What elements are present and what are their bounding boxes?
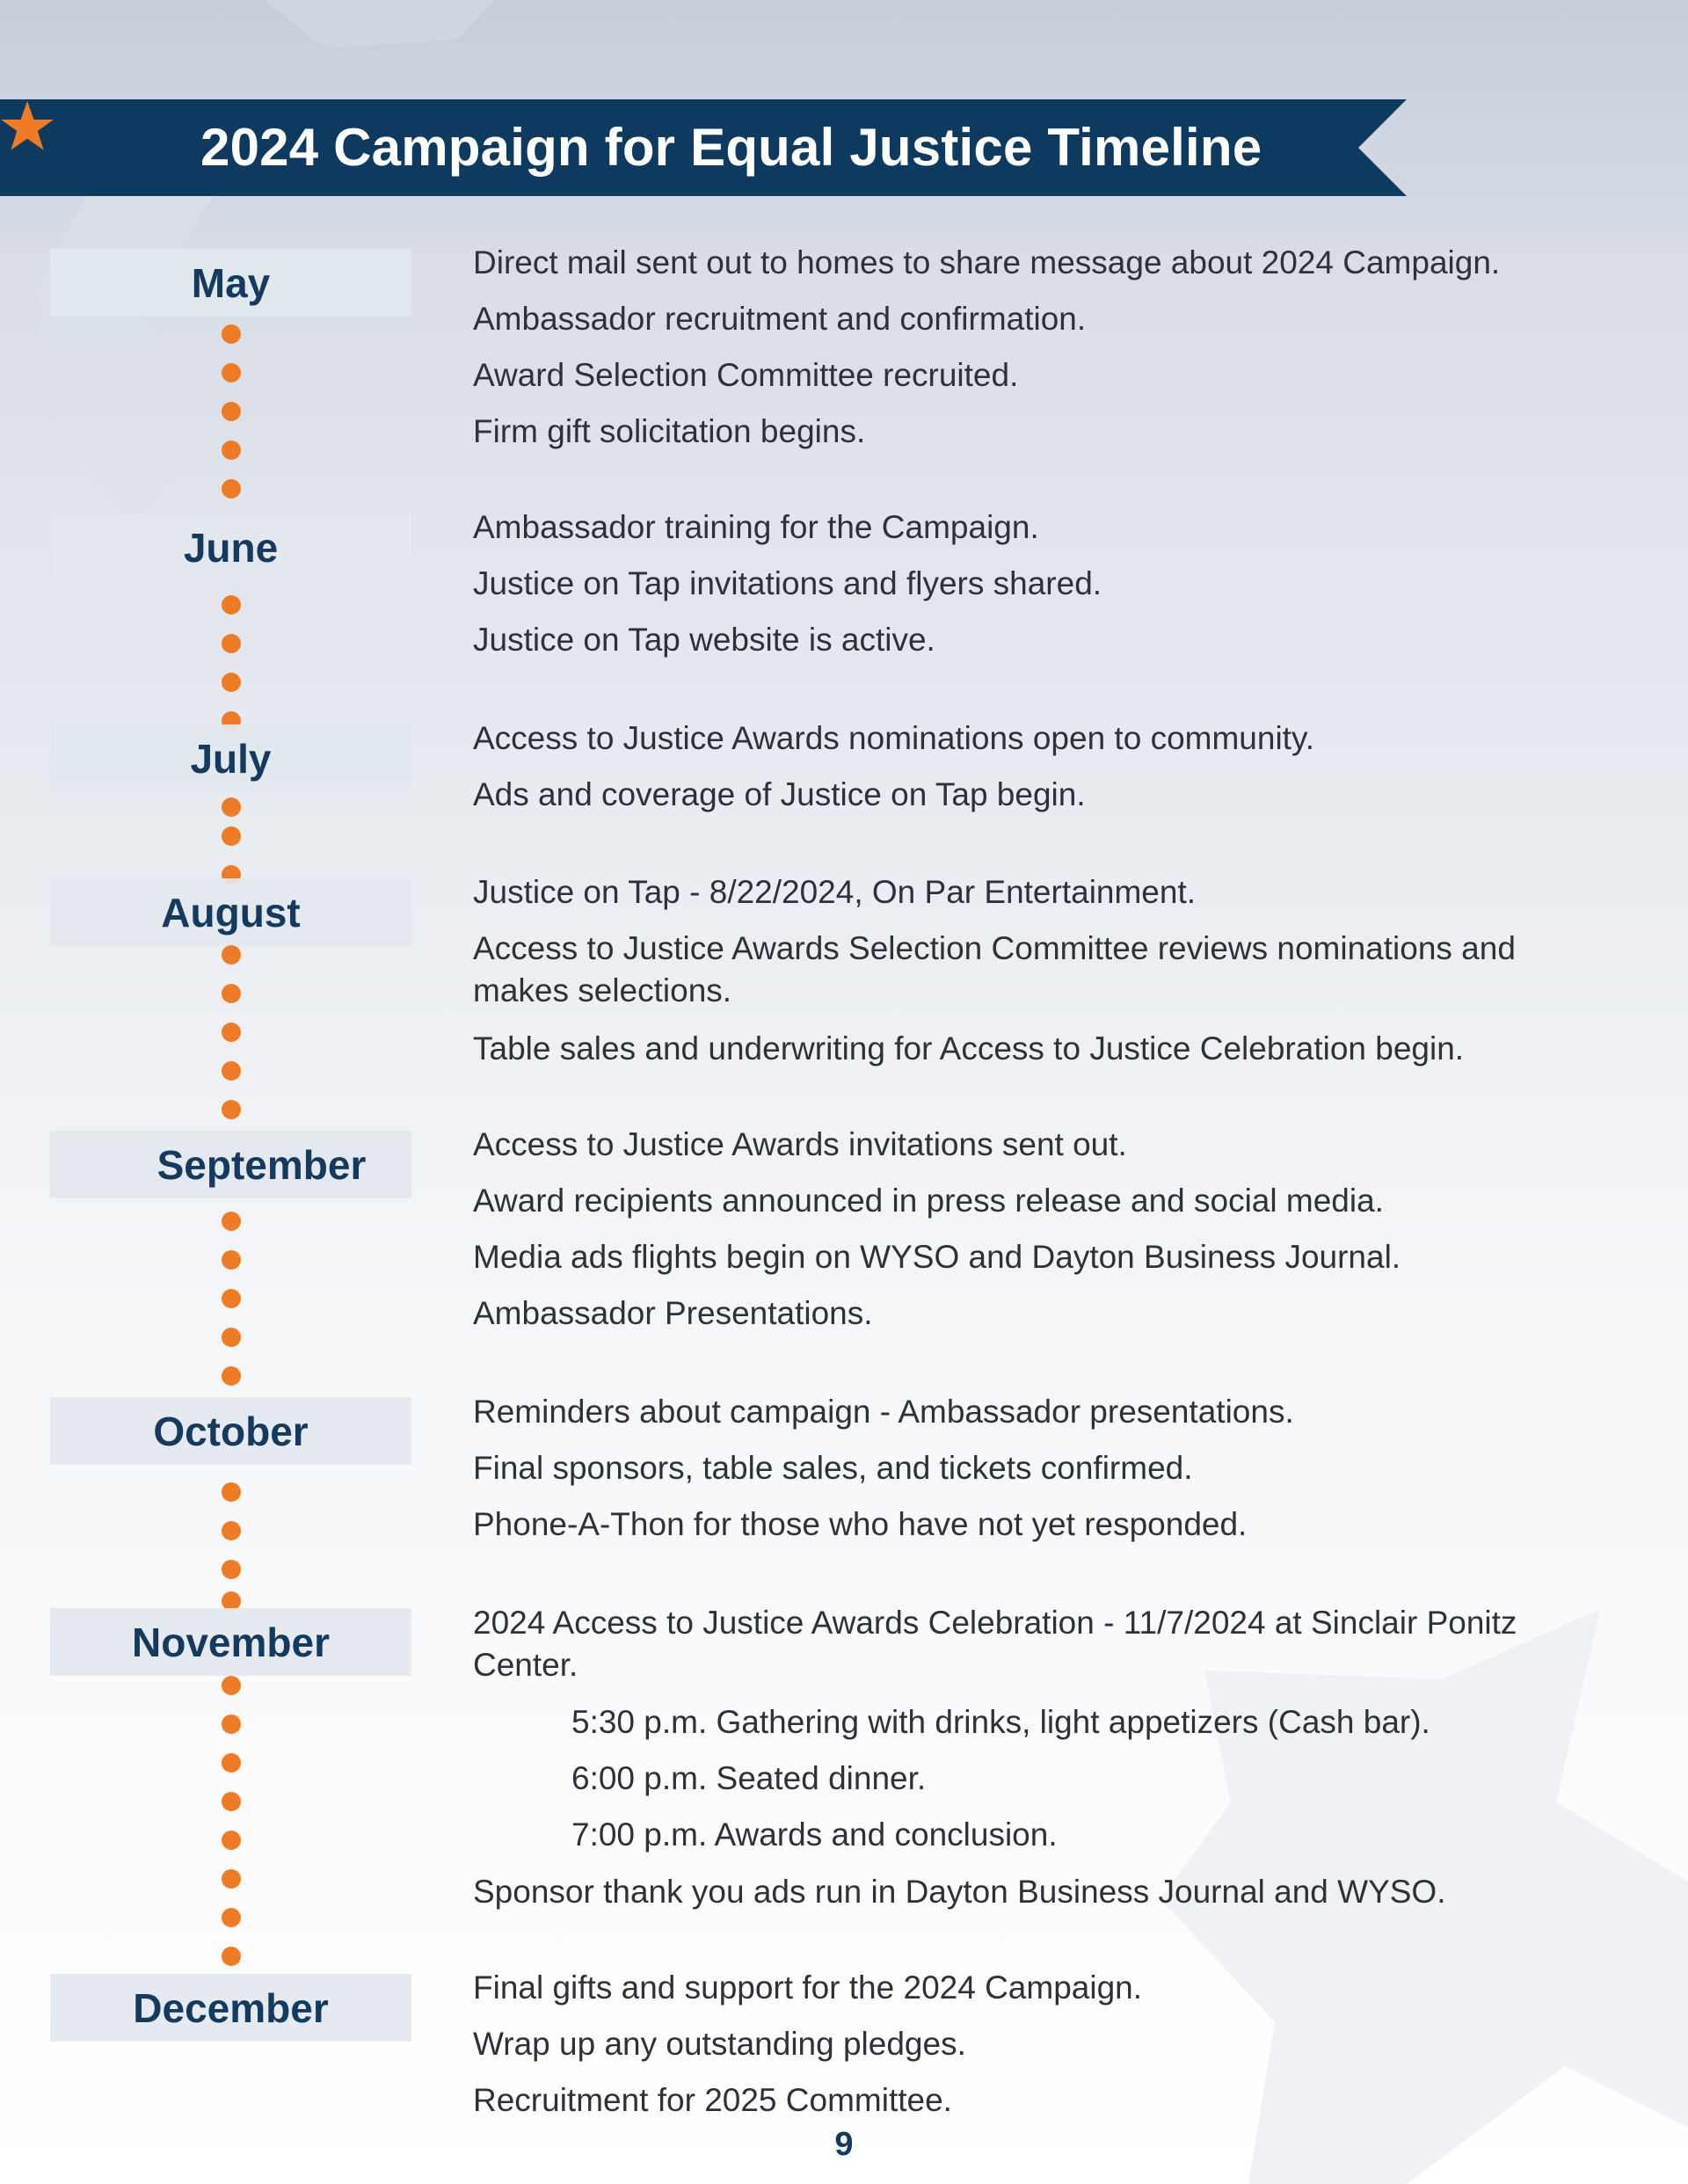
timeline-entry: Table sales and underwriting for Access to Justice Celebration begin. [473, 1030, 1465, 1067]
timeline-entry: Access to Justice Awards invitations sent out. [473, 1126, 1127, 1162]
timeline-entry: Recruitment for 2025 Committee. [473, 2082, 952, 2118]
timeline-dot [222, 1714, 241, 1734]
timeline-entry: Award Selection Committee recruited. [473, 357, 1019, 393]
timeline-entry: Ads and coverage of Justice on Tap begin. [473, 776, 1086, 812]
timeline-entry: Direct mail sent out to homes to share message about 2024 Campaign. [473, 244, 1501, 280]
timeline-entry: Ambassador training for the Campaign. [473, 509, 1039, 545]
month-label-may: May [50, 249, 411, 317]
month-label-october: October [50, 1397, 411, 1465]
page-title: 2024 Campaign for Equal Justice Timeline [200, 118, 1262, 177]
timeline-dot [222, 984, 241, 1003]
timeline-dot [222, 440, 241, 460]
page-number: 9 [834, 2126, 854, 2163]
timeline-entry: Reminders about campaign - Ambassador presentations. [473, 1394, 1294, 1430]
timeline-entry: Ambassador Presentations. [473, 1295, 873, 1331]
timeline-dot [222, 1328, 241, 1347]
timeline-dot [222, 1792, 241, 1811]
timeline-dot [222, 797, 241, 817]
timeline-entry: Justice on Tap website is active. [473, 622, 935, 658]
timeline-dot [222, 945, 241, 965]
timeline-entry: Final sponsors, table sales, and tickets confirmed. [473, 1450, 1193, 1486]
month-label-august: August [50, 878, 411, 946]
timeline-entry: Access to Justice Awards nominations open to community. [473, 720, 1314, 756]
timeline-dot [222, 1947, 241, 1966]
timeline-dot [222, 1289, 241, 1308]
timeline-dot [222, 634, 241, 653]
timeline-entry: Sponsor thank you ads run in Dayton Business Journal and WYSO. [473, 1874, 1446, 1910]
timeline-entry: Access to Justice Awards Selection Committee reviews nominations and makes selections. [473, 930, 1516, 1008]
month-label-june: June [50, 513, 411, 581]
timeline-entry: Firm gift solicitation begins. [473, 413, 866, 449]
timeline-entry: 7:00 p.m. Awards and conclusion. [571, 1816, 1058, 1853]
timeline-dot [222, 1023, 241, 1042]
month-label-september: September [50, 1131, 411, 1198]
month-label-november: November [50, 1608, 411, 1676]
timeline-dot [222, 1869, 241, 1889]
month-label-july: July [50, 724, 411, 792]
timeline-dot [222, 479, 241, 499]
timeline-dot [222, 363, 241, 382]
month-label-december: December [50, 1974, 411, 2042]
timeline-entry: Award recipients announced in press release and social media. [473, 1183, 1384, 1219]
timeline-entry: Ambassador recruitment and confirmation. [473, 301, 1087, 337]
timeline-entry: Wrap up any outstanding pledges. [473, 2026, 966, 2062]
timeline-entry: Justice on Tap invitations and flyers shared. [473, 565, 1102, 601]
timeline-dot [222, 1061, 241, 1081]
timeline-entry: Phone-A-Thon for those who have not yet responded. [473, 1506, 1248, 1542]
timeline-entry: 6:00 p.m. Seated dinner. [571, 1760, 927, 1796]
timeline-entry: Justice on Tap - 8/22/2024, On Par Entertainment. [473, 874, 1197, 910]
timeline-dot [222, 1521, 241, 1540]
timeline-entry: 2024 Access to Justice Awards Celebration - 11/7/2024 at Sinclair Ponitz Center. [473, 1605, 1517, 1683]
timeline-dot [222, 1676, 241, 1695]
timeline-dot [222, 1560, 241, 1579]
timeline-dot [222, 1212, 241, 1231]
timeline-dot [222, 1482, 241, 1502]
timeline-entry: Media ads flights begin on WYSO and Dayton Business Journal. [473, 1239, 1401, 1275]
timeline-dot [222, 1753, 241, 1773]
timeline-dot [222, 1100, 241, 1119]
timeline-dot [222, 324, 241, 344]
timeline-dot [222, 1831, 241, 1850]
timeline-dot [222, 595, 241, 615]
timeline-dot [222, 826, 241, 846]
star-icon [0, 99, 55, 154]
title-banner [0, 99, 1407, 196]
timeline-dot [222, 1366, 241, 1386]
timeline-dot [222, 1250, 241, 1270]
timeline-dot [222, 1908, 241, 1927]
timeline-entry: Final gifts and support for the 2024 Campaign. [473, 1969, 1143, 2006]
timeline-dot [222, 673, 241, 692]
timeline-entry: 5:30 p.m. Gathering with drinks, light appetizers (Cash bar). [571, 1704, 1430, 1740]
timeline-dot [222, 402, 241, 421]
